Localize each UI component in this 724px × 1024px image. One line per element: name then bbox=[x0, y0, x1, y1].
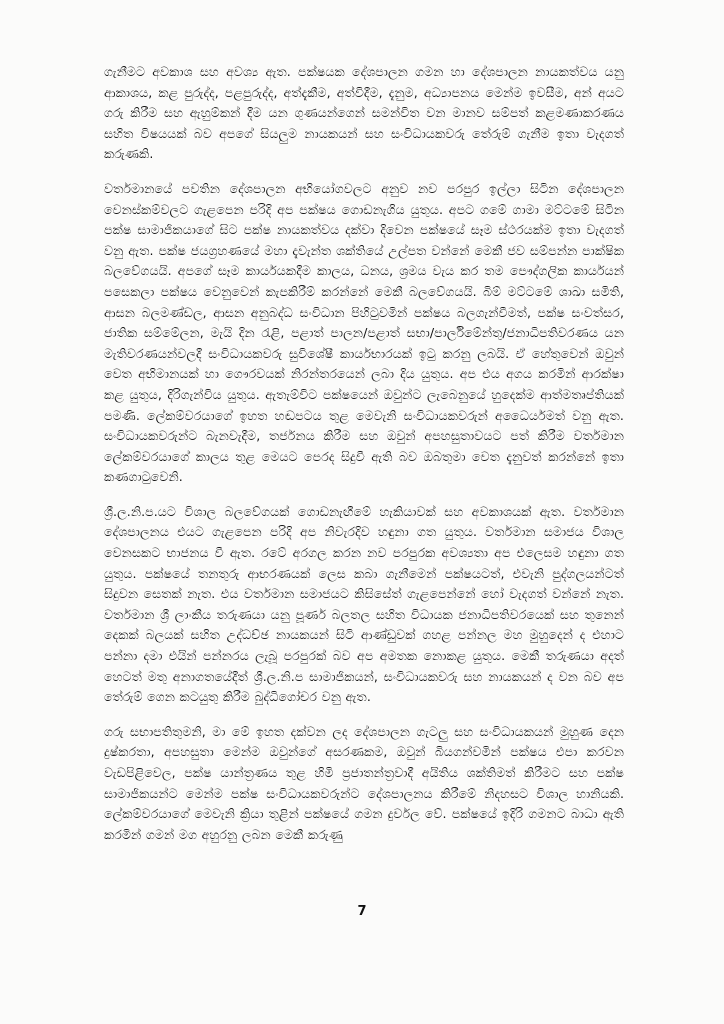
paragraph-1: ගැනීමට අවකාශ සහ අවශ්‍ය ඇත. පක්ෂයක දේශපාලන ගමන හා දේශපාලන නායකත්වය යනු ආකාශය, කළ පුරුද්ද, පළපුරුද්ද, අත්දැකීම, අත්විදීම, දැනුම, අධ්‍යාපනය මෙන්ම ඉවසීම, අන් අයට ගරු කිරීම සහ ඇහුම්කන් දීම යන ගුණයන්ගෙන් සමන්විත වන මානව සම්පත් කළමණාකරණය සහිත විෂයයක් බව අපගේ සියලුම නායකයන් සහ සංවිධායකවරු තේරුම් ගැනීම ඉතා වැදගත් කරුණකි. bbox=[104, 64, 624, 162]
document-body bbox=[104, 62, 624, 859]
page-number: 7 bbox=[357, 904, 367, 919]
paragraph-2: වර්තමානයේ පවතින දේශපාලන අභියෝගවලට අනුව නව පරපුර ඉල්ලා සිටින දේශපාලන වෙනස්කම්වලට ගැළපෙන පරිදි අප පක්ෂය ගොඩනැගිය යුතුය. අපට ගමේ ගාමා මට්ටමේ සිටින පක්ෂ සාමාජිකයාගේ සිට පක්ෂ නායකත්වය දක්වා දිවෙන පක්ෂයේ සෑම ස්ථරයක්ම ඉතා වැදගත් වනු ඇත. පක්ෂ ජයග්‍රහණයේ මහා දැවැන්ත ශක්තියේ උල්පත වන්නේ මෙකී ජව සම්පන්න පාක්ෂික බලවේගයයි. අපගේ සෑම කාර්යයකදීම කාලය, ධනය, ශ්‍රමය වැය කර තම පෞද්ගලික කාර්යයන් පසෙකලා පක්ෂය වෙනුවෙන් කැපකිරීම් කරන්නේ මෙකී බලවේගයයි. බිම් මට්ටමේ ශාඛා සමිති, ආසන බලමණ්ඩල, ආසන අනුබද්ධ සංවිධාන පිහිටුවමින් පක්ෂය බලගැන්වීමත්, පක්ෂ සංවත්සර, ජාතික සම්මේලන, මැයි දින රැළි, පළාත් පාලන/පළාත් සභා/පාර්ලිමේන්තු/ජනාධිපතිවරණය යන මැතිවරණයන්වලදී සංවිධායකවරු සුවිශේෂී කාර්යභාරයක් ඉටු කරනු ලබයි. ඒ හේතුවෙන් ඔවුන් වෙත අභිමානයක් හා ගෞරවයක් නිරන්තරයෙන් ලබා දිය යුතුය. අප එය අගය කරමින් ආරක්ෂා කළ යුතුය, දිරිගැන්විය යුතුය. ඇතැම්විට පක්ෂයෙන් ඔවුන්ට ලැබෙනුයේ හුදෙක්ම ආත්මතෘප්තියක් පමණි. ලේකම්වරයාගේ ඉහත හඬපටය තුළ මෙවැනි සංවිධායකවරුන් අධෛර්යමත් වනු ඇත. සංවිධායකවරුන්ට බැනවැදීම, තර්ජනය කිරීම සහ ඔවුන් අපහසුතාවයට පත් කිරීම වර්තමාන ලේකම්වරයාගේ කාලය තුළ මෙයට පෙරද සිදුවී ඇති බව ඔබතුමා වෙත දැනුවත් කරන්නේ ඉතා කණගාටුවෙනි. bbox=[104, 180, 624, 485]
paragraph-4: ගරු සභාපතිතුමනි, මා මේ ඉහත දක්වන ලද දේශපාලන ගැටලු සහ සංවිධායකයන් මුහුණ දෙන දුෂ්කරතා, අපහසුතා මෙන්ම ඔවුන්ගේ අසරණකම, ඔවුන් බියගන්වමින් පක්ෂය එපා කරවන වැඩපිළිවෙල, පක්ෂ යාන්ත්‍රණය තුළ හිමි ප්‍රජාතන්ත්‍රවාදී අයිතිය ශක්තිමත් කිරීමට සහ පක්ෂ සාමාජිකයන්ට මෙන්ම පක්ෂ සංවිධායකවරුන්ට දේශපාලනය කිරීමේ නිදහසට විශාල හානියකි. ලේකම්වරයාගේ මෙවැනි ක්‍රියා තුළින් පක්ෂයේ ගමන දුර්වල වේ. පක්ෂයේ ඉදිරි ගමනට බාධා ඇති කරමින් ගමන් මග අහුරනු ලබන මෙකී කරුණු bbox=[104, 723, 624, 842]
paragraph-3: ශ්‍රී.ල.නි.ප.යට විශාල බලවේගයක් ගොඩනැඟීමේ හැකියාවක් සහ අවකාශයක් ඇත. වර්තමාන දේශපාලනය එයට ගැළපෙන පරිදි අප නිවැරදිව හඳුනා ගත යුතුය. වර්තමාන සමාජය විශාල වෙනසකට භාජනය වී ඇත. රටේ අරගල කරන නව පරපුරක අවශ්‍යතා අප එලෙසම හඳුනා ගත යුතුය. පක්ෂයේ තනතුරු ආභරණයක් ලෙස කබා ගැනීමෙන් පක්ෂයටත්, එවැනි පුද්ගලයන්ටත් සිදුවන සෙතක් නැත. එය වර්තමාන සමාජයට කිසිසේත් ගැළපෙන්නේ හෝ වැදගත් වන්නේ නැත. වර්තමාන ශ්‍රී ලාංකීය තරුණයා යනු පූර්ණ බලතල සහිත විධායක ජනාධිපතිවරයෙක් සහ තුනෙන් දෙකක් බලයක් සහිත උද්ධච්ඡ නායකයන් සිටි ආණ්ඩුවක් ගහළ පන්නල මහ මුහුදෙන් ද එහාට පන්නා දමා එයින් පන්නරය ලැබූ පරපුරක් බව අප අමතක නොකළ යුතුය. මෙකී තරුණයා අදත් හෙටත් මතු අනාගතයේදීත් ශ්‍රී.ල.නි.ප සාමාජිකයන්, සංවිධායකවරු සහ නායකයන් ද වන බව අප තේරුම් ගෙන කටයුතු කිරීම බුද්ධිගෝචර වනු ඇත. bbox=[104, 503, 624, 705]
